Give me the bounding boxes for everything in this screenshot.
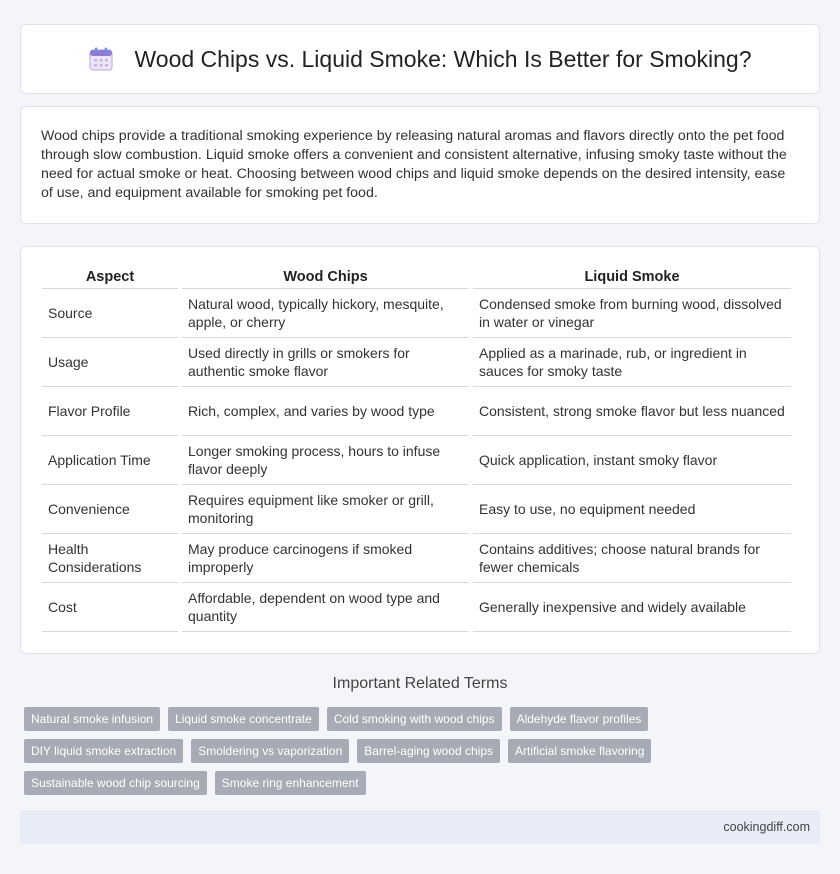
related-term-tag[interactable]: Aldehyde flavor profiles	[510, 707, 649, 731]
aspect-cell: Flavor Profile	[42, 387, 178, 436]
related-terms-list	[24, 707, 724, 795]
aspect-cell: Source	[42, 289, 178, 338]
related-term-tag[interactable]: Liquid smoke concentrate	[168, 707, 319, 731]
related-term-tag[interactable]: DIY liquid smoke extraction	[24, 739, 183, 763]
column-header-aspect: Aspect	[42, 267, 178, 289]
footer-site-link[interactable]: cookingdiff.com	[723, 820, 810, 834]
table-row	[42, 289, 791, 338]
liquid-smoke-cell: Contains additives; choose natural brands for fewer chemicals	[473, 534, 791, 583]
related-term-tag[interactable]: Natural smoke infusion	[24, 707, 160, 731]
aspect-cell: Cost	[42, 583, 178, 632]
aspect-cell: Health Considerations	[42, 534, 178, 583]
column-header-liquid-smoke: Liquid Smoke	[473, 267, 791, 289]
title-card	[20, 24, 820, 94]
liquid-smoke-cell: Quick application, instant smoky flavor	[473, 436, 791, 485]
related-term-tag[interactable]: Sustainable wood chip sourcing	[24, 771, 207, 795]
aspect-cell: Convenience	[42, 485, 178, 534]
wood-chips-cell: Affordable, dependent on wood type and quantity	[182, 583, 469, 632]
wood-chips-cell: Used directly in grills or smokers for authentic smoke flavor	[182, 338, 469, 387]
liquid-smoke-cell: Condensed smoke from burning wood, dissolved in water or vinegar	[473, 289, 791, 338]
table-header-row	[42, 267, 791, 289]
intro-paragraph: Wood chips provide a traditional smoking experience by releasing natural aromas and flavors directly onto the pet food through slow combustion. Liquid smoke offers a convenient and consistent alternative, infusing smoky taste without the need for actual smoke or heat. Choosing between wood chips and liquid smoke depends on the desired intensity, ease of use, and equipment available for smoking pet food.	[41, 128, 787, 201]
related-term-tag[interactable]: Cold smoking with wood chips	[327, 707, 502, 731]
footer	[20, 810, 820, 844]
table-row	[42, 485, 791, 534]
wood-chips-cell: Rich, complex, and varies by wood type	[182, 387, 469, 436]
related-term-tag[interactable]: Barrel-aging wood chips	[357, 739, 500, 763]
liquid-smoke-cell: Easy to use, no equipment needed	[473, 485, 791, 534]
wood-chips-cell: Longer smoking process, hours to infuse flavor deeply	[182, 436, 469, 485]
liquid-smoke-cell: Applied as a marinade, rub, or ingredient in sauces for smoky taste	[473, 338, 791, 387]
comparison-card	[20, 246, 820, 654]
table-row	[42, 387, 791, 436]
related-term-tag[interactable]: Smoke ring enhancement	[215, 771, 366, 795]
aspect-cell: Usage	[42, 338, 178, 387]
related-term-tag[interactable]: Smoldering vs vaporization	[191, 739, 349, 763]
intro-card	[20, 106, 820, 224]
table-row	[42, 583, 791, 632]
comparison-table	[38, 267, 795, 632]
related-terms-title: Important Related Terms	[332, 675, 508, 692]
liquid-smoke-cell: Consistent, strong smoke flavor but less nuanced	[473, 387, 791, 436]
wood-chips-cell: Natural wood, typically hickory, mesquite, apple, or cherry	[182, 289, 469, 338]
column-header-wood-chips: Wood Chips	[182, 267, 469, 289]
table-row	[42, 338, 791, 387]
related-term-tag[interactable]: Artificial smoke flavoring	[508, 739, 651, 763]
wood-chips-cell: Requires equipment like smoker or grill, monitoring	[182, 485, 469, 534]
calendar-icon	[88, 46, 114, 72]
table-row	[42, 436, 791, 485]
wood-chips-cell: May produce carcinogens if smoked improperly	[182, 534, 469, 583]
table-row	[42, 534, 791, 583]
aspect-cell: Application Time	[42, 436, 178, 485]
liquid-smoke-cell: Generally inexpensive and widely available	[473, 583, 791, 632]
page-title: Wood Chips vs. Liquid Smoke: Which Is Better for Smoking?	[134, 45, 752, 72]
